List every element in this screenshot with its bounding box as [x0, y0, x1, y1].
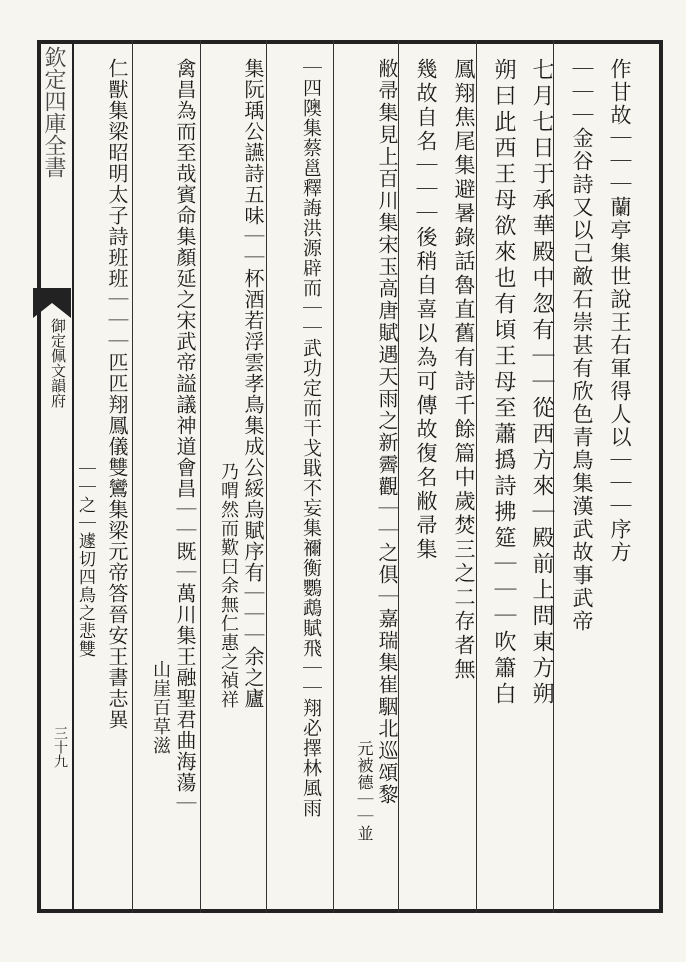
- text-column-7: 敝帚集見上百川集宋玉高唐賦遇天雨之新霽觀｜｜之俱｜嘉瑞集崔駰北巡頌黎: [375, 58, 399, 806]
- text-column-2: ｜｜｜金谷詩又以己敵石崇甚有欣色青鳥集漢武故事武帝: [570, 58, 594, 633]
- text-column-6: 幾故自名｜｜｜後稍自喜以為可傳故復名敝帚集: [414, 58, 438, 562]
- text-column-9: ｜四隩集蔡邕釋誨洪源辟而｜｜武功定而干戈戢不妄集禰衡鸚鵡賦飛｜｜翔必擇林風雨: [300, 58, 322, 818]
- text-column-1: 作甘故｜｜｜蘭亭集世說王右軍得人以｜｜｜序方: [608, 58, 632, 564]
- text-column-13: 山崖百草滋: [150, 660, 171, 755]
- text-column-11: 乃喟然而歎曰余無仁惠之禎祥: [218, 462, 239, 709]
- margin-book-title: 御定佩文韻府: [49, 318, 67, 408]
- margin-book-series: 欽定四庫全書: [41, 46, 66, 178]
- text-column-8: 元被德｜｜並: [355, 740, 374, 842]
- text-column-3: 七月七日于承華殿中忽有｜｜從西方來｜殿前上問東方朔: [529, 58, 554, 708]
- text-column-5: 鳳翔焦尾集避暑錄話魯直舊有詩千餘篇中歲焚三之二存者無: [452, 58, 476, 682]
- text-column-14: 仁獸集梁昭明太子詩班班｜｜｜匹匹翔鳳儀雙鸞集梁元帝答晉安王書志異: [105, 58, 129, 730]
- text-column-10: 集阮瑀公讌詩五味｜｜杯酒若浮雲孝鳥集成公綏烏賦序有｜｜｜余之廬: [241, 58, 265, 709]
- margin-page-number: 三十九: [52, 726, 68, 768]
- column-rule: [333, 40, 334, 913]
- text-column-12: 禽昌為而至哉賓命集顏延之宋武帝謚議神道會昌｜｜既｜萬川集王融聖君曲海蕩｜: [173, 58, 197, 814]
- text-column-15: ｜｜之｜遽切四鳥之悲雙: [75, 460, 95, 658]
- text-column-4: 朔曰此西王母欲來也有頃王母至蕭撝詩拂筵｜｜｜吹簫白: [491, 58, 516, 708]
- column-rule: [200, 40, 201, 913]
- column-rule: [132, 40, 133, 913]
